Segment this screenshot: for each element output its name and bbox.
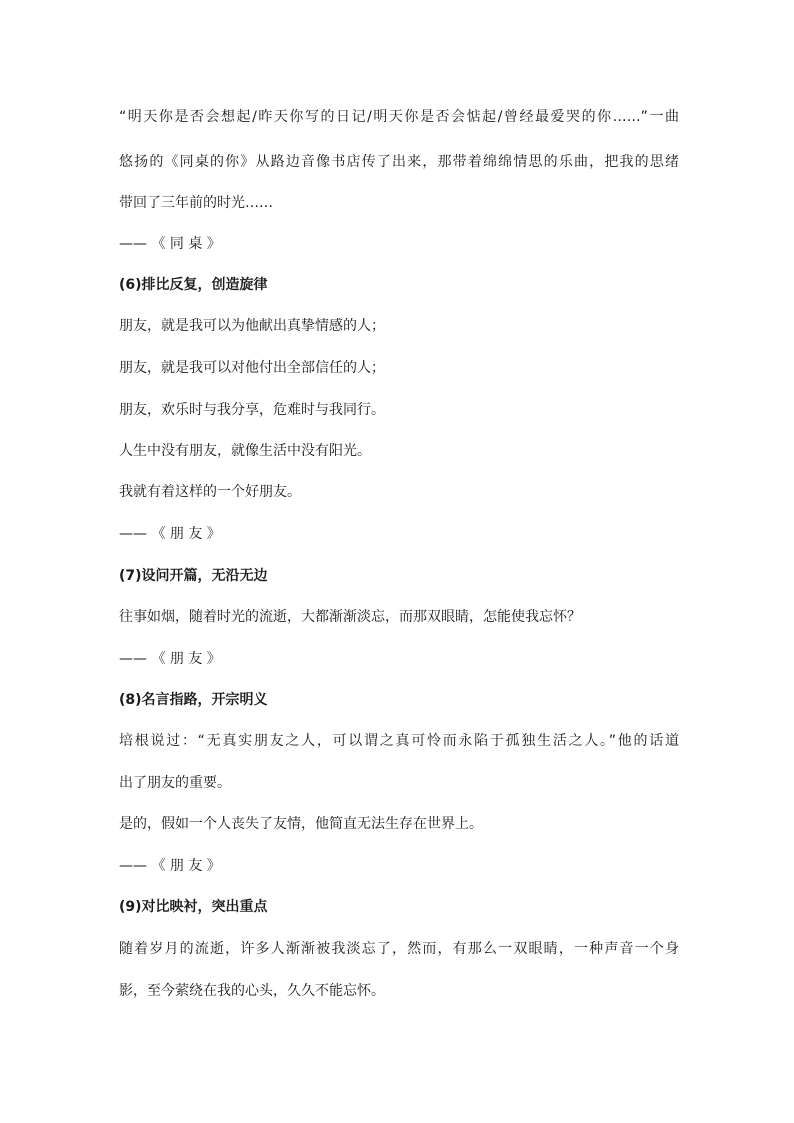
section6-line-2: 朋友，就是我可以对他付出全部信任的人； <box>119 360 385 376</box>
section8-line-1: 培根说过：“无真实朋友之人，可以谓之真可怜而永陷于孤独生活之人。”他的话道 <box>119 733 679 749</box>
section7-line-1: 往事如烟，随着时光的流逝，大都渐渐淡忘，而那双眼睛，怎能使我忘怀？ <box>119 609 581 625</box>
section6-line-1: 朋友，就是我可以为他献出真挚情感的人； <box>119 318 385 334</box>
section6-source: —— 《 朋 友 》 <box>119 526 221 542</box>
section6-line-4: 人生中没有朋友，就像生活中没有阳光。 <box>119 443 371 459</box>
section7-heading: (7)设问开篇，无沿无边 <box>119 568 268 584</box>
section8-source: —— 《 朋 友 》 <box>119 858 221 874</box>
intro-source: —— 《 同 桌 》 <box>119 236 221 252</box>
section8-line-2: 出了朋友的重要。 <box>119 775 231 791</box>
section8-heading: (8)名言指路，开宗明义 <box>119 692 268 708</box>
section7-source: —— 《 朋 友 》 <box>119 651 221 667</box>
section6-line-5: 我就有着这样的一个好朋友。 <box>119 484 301 500</box>
section9-line-1: 随着岁月的流逝，许多人渐渐被我淡忘了，然而，有那么一双眼睛，一种声音一个身 <box>119 941 679 957</box>
intro-line-2: 悠扬的《同桌的你》从路边音像书店传了出来，那带着绵绵情思的乐曲，把我的思绪 <box>119 154 679 170</box>
section6-heading: (6)排比反复，创造旋律 <box>119 277 268 293</box>
section9-heading: (9)对比映衬，突出重点 <box>119 899 268 915</box>
section9-line-2: 影，至今萦绕在我的心头，久久不能忘怀。 <box>119 983 385 999</box>
intro-line-3: 带回了三年前的时光…… <box>119 195 273 211</box>
section6-line-3: 朋友，欢乐时与我分享，危难时与我同行。 <box>119 402 385 418</box>
section8-line-3: 是的，假如一个人丧失了友情，他简直无法生存在世界上。 <box>119 816 483 832</box>
intro-line-1: “明天你是否会想起/昨天你写的日记/明天你是否会惦起/曾经最爱哭的你……”一曲 <box>119 109 679 125</box>
